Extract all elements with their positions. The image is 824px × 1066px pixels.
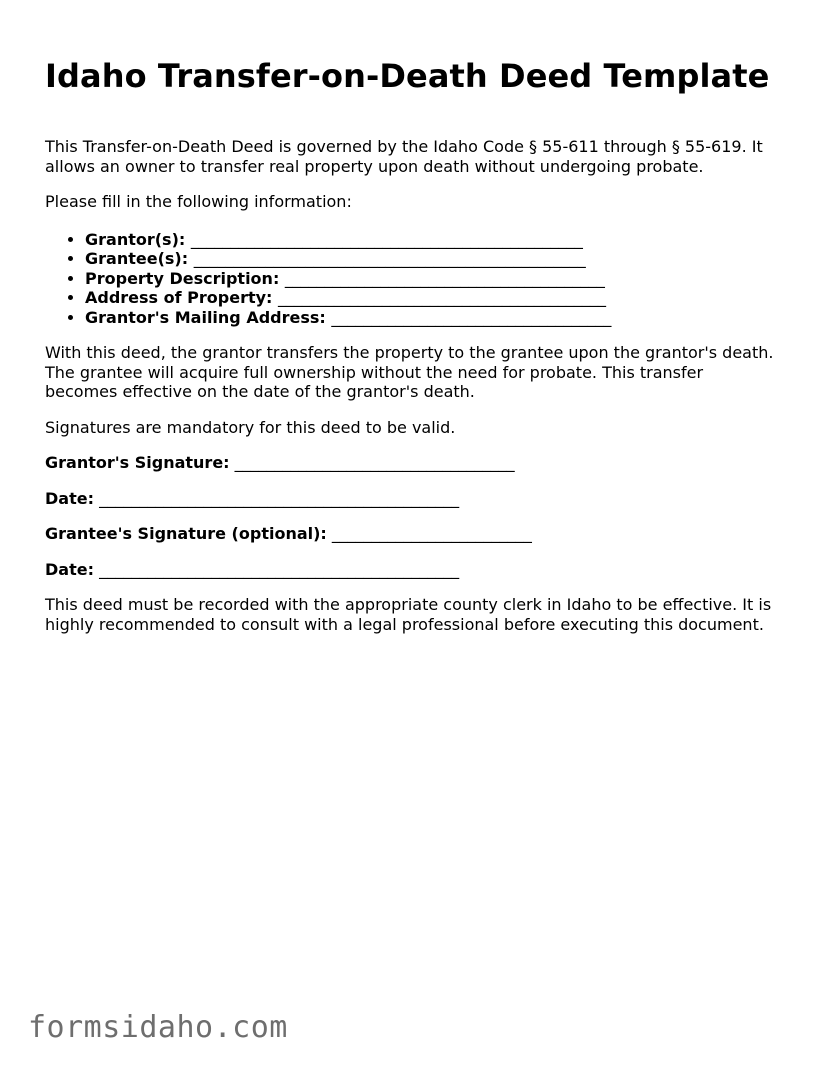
- date-blank[interactable]: _____________________________________________: [99, 559, 460, 579]
- signature-label: Grantee's Signature (optional):: [45, 524, 327, 543]
- field-property-description: [85, 269, 779, 289]
- date-blank[interactable]: _____________________________________________: [99, 488, 460, 508]
- date-label: Date:: [45, 559, 94, 579]
- intro-paragraph: This Transfer-on-Death Deed is governed by the Idaho Code § 55-611 through § 55-619. It allows an owner to transfer real property upon death without undergoing probate.: [45, 137, 763, 176]
- field-blank[interactable]: ________________________________________: [284, 268, 605, 288]
- grantor-signature-line: [45, 453, 779, 473]
- field-grantees: [85, 249, 779, 269]
- grantee-date-line: [45, 560, 779, 580]
- field-label: Grantee(s):: [85, 249, 189, 268]
- field-label: Property Description:: [85, 268, 280, 288]
- field-grantors: [85, 230, 779, 250]
- signature-label: Grantor's Signature:: [45, 453, 230, 472]
- recording-paragraph: This deed must be recorded with the appropriate county clerk in Idaho to be effective. It is highly recommended to consult with a legal professional before executing this document.: [45, 595, 772, 634]
- field-label: Address of Property:: [85, 288, 273, 307]
- field-blank[interactable]: _________________________________________________: [193, 249, 586, 268]
- page-title: Idaho Transfer-on-Death Deed Template: [45, 57, 770, 95]
- date-label: Date:: [45, 488, 94, 508]
- field-label: Grantor(s):: [85, 229, 186, 249]
- grantor-date-line: [45, 489, 779, 509]
- signature-blank[interactable]: _________________________: [331, 524, 532, 543]
- signature-blank[interactable]: ___________________________________: [234, 453, 515, 472]
- field-blank[interactable]: _________________________________________________: [190, 229, 583, 249]
- field-address-of-property: [85, 288, 779, 308]
- field-grantor-mailing-address: [85, 308, 779, 328]
- fill-prompt: Please fill in the following information:: [45, 192, 352, 211]
- grantee-signature-line: [45, 524, 779, 544]
- watermark: formsidaho.com: [28, 1010, 288, 1045]
- mandatory-paragraph: Signatures are mandatory for this deed to be valid.: [45, 417, 456, 437]
- field-label: Grantor's Mailing Address:: [85, 307, 326, 327]
- field-list: [45, 230, 779, 328]
- field-blank[interactable]: _________________________________________: [278, 288, 607, 307]
- field-blank[interactable]: ___________________________________: [331, 307, 612, 327]
- effect-paragraph: With this deed, the grantor transfers the property to the grantee upon the grantor's death. The grantee will acquire full ownership without the need for probate. This transfer becomes effective on the date of the grantor's death.: [45, 343, 774, 401]
